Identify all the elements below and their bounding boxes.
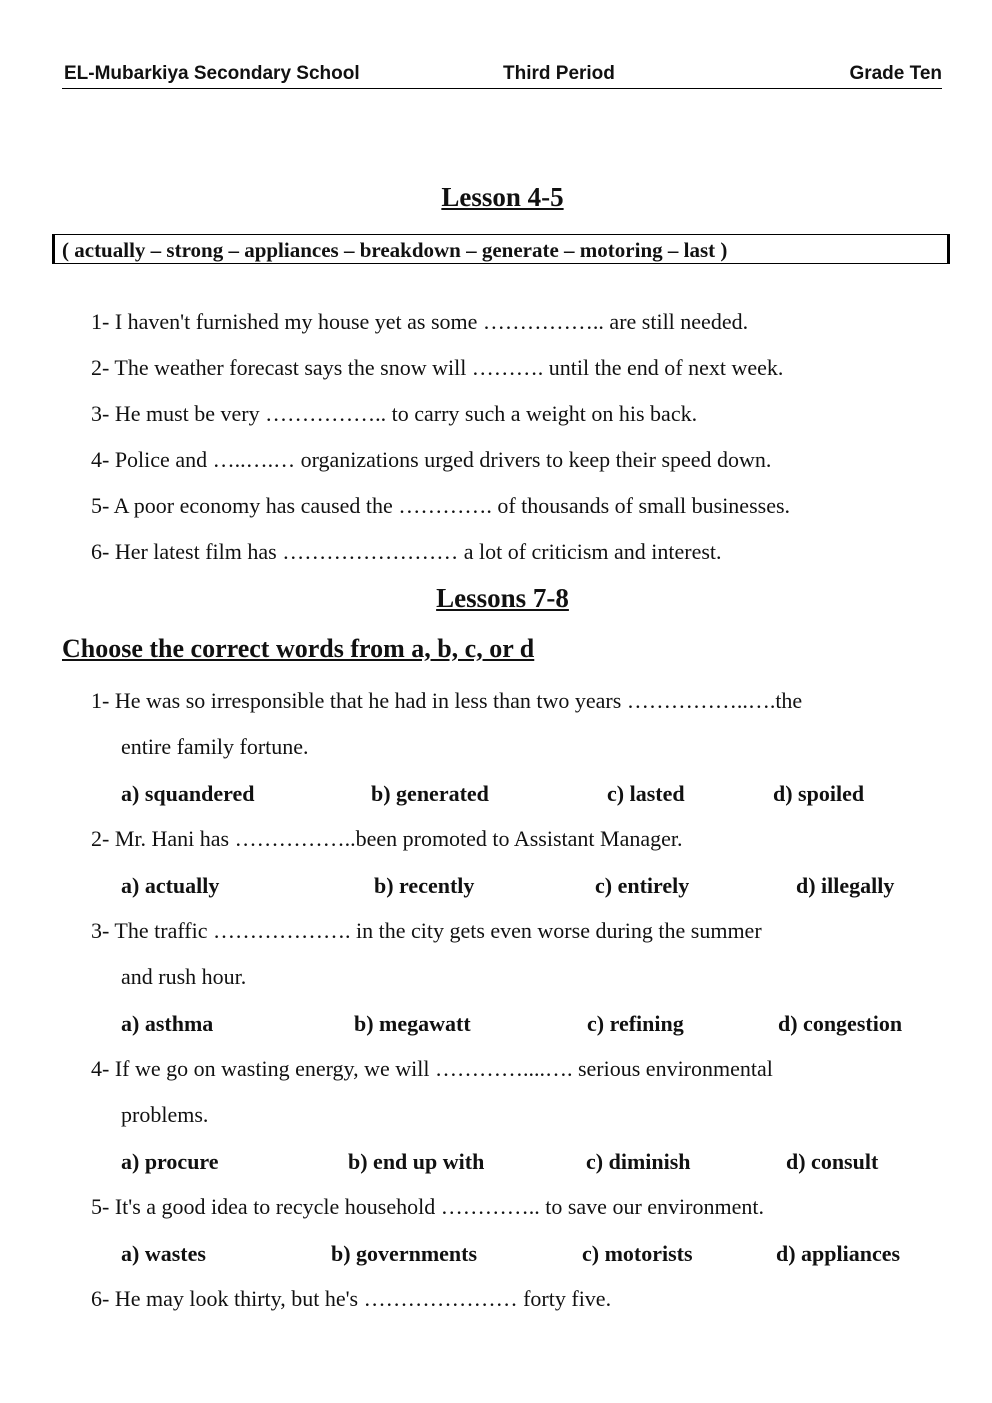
question-3-option-b: b) megawatt	[354, 1011, 471, 1036]
question-1-option-d: d) spoiled	[773, 781, 865, 806]
question-1-option-b: b) generated	[371, 781, 489, 806]
question-1-option-a: a) squandered	[121, 781, 255, 806]
question-3-option-d: d) congestion	[778, 1011, 903, 1036]
question-5-option-a: a) wastes	[121, 1241, 206, 1266]
question-2-option-a: a) actually	[121, 873, 220, 898]
grade-label: Grade Ten	[849, 63, 942, 84]
question-4-option-d: d) consult	[786, 1149, 879, 1174]
question-4-option-b: b) end up with	[348, 1149, 485, 1174]
question-2-line-1: 2- Mr. Hani has ……………..been promoted to Assistant Manager.	[91, 826, 683, 851]
question-1-line-1: 1- He was so irresponsible that he had in less than two years ……………..….the	[91, 688, 803, 713]
question-4-line-1: 4- If we go on wasting energy, we will …………....…. serious environmental	[91, 1056, 773, 1081]
question-3-line-1: 3- The traffic ………………. in the city gets even worse during the summer	[91, 918, 762, 943]
fill-item-2: 2- The weather forecast says the snow will ………. until the end of next week.	[91, 355, 784, 380]
school-name: EL-Mubarkiya Secondary School	[64, 63, 360, 84]
question-5-line-1: 5- It's a good idea to recycle household ………….. to save our environment.	[91, 1194, 764, 1219]
section-title-lessons-7-8: Lessons 7-8	[436, 583, 569, 613]
word-bank: ( actually – strong – appliances – breakdown – generate – motoring – last )	[52, 234, 950, 264]
question-5-option-b: b) governments	[331, 1241, 478, 1266]
question-1-option-c: c) lasted	[607, 781, 685, 806]
fill-item-1: 1- I haven't furnished my house yet as some …………….. are still needed.	[91, 309, 749, 334]
question-5-option-c: c) motorists	[582, 1241, 693, 1266]
fill-item-6: 6- Her latest film has …………………… a lot of criticism and interest.	[91, 539, 722, 564]
question-4-line-2: problems.	[121, 1102, 209, 1127]
question-2-option-c: c) entirely	[595, 873, 690, 898]
question-4-option-c: c) diminish	[586, 1149, 691, 1174]
fill-item-4: 4- Police and …..….… organizations urged drivers to keep their speed down.	[91, 447, 772, 472]
section-title-lesson-4-5: Lesson 4-5	[441, 182, 564, 212]
question-1-line-2: entire family fortune.	[121, 734, 309, 759]
question-3-option-c: c) refining	[587, 1011, 684, 1036]
question-3-option-a: a) asthma	[121, 1011, 214, 1036]
question-3-line-2: and rush hour.	[121, 964, 247, 989]
question-2-option-b: b) recently	[374, 873, 475, 898]
question-4-option-a: a) procure	[121, 1149, 219, 1174]
question-2-option-d: d) illegally	[796, 873, 895, 898]
period-label: Third Period	[503, 63, 615, 84]
question-5-option-d: d) appliances	[776, 1241, 901, 1266]
fill-item-3: 3- He must be very …………….. to carry such a weight on his back.	[91, 401, 698, 426]
page-header	[62, 60, 942, 89]
question-6-line-1: 6- He may look thirty, but he's ………………… forty five.	[91, 1286, 612, 1311]
fill-item-5: 5- A poor economy has caused the …………. of thousands of small businesses.	[91, 493, 791, 518]
instruction-heading: Choose the correct words from a, b, c, or d	[62, 634, 535, 663]
